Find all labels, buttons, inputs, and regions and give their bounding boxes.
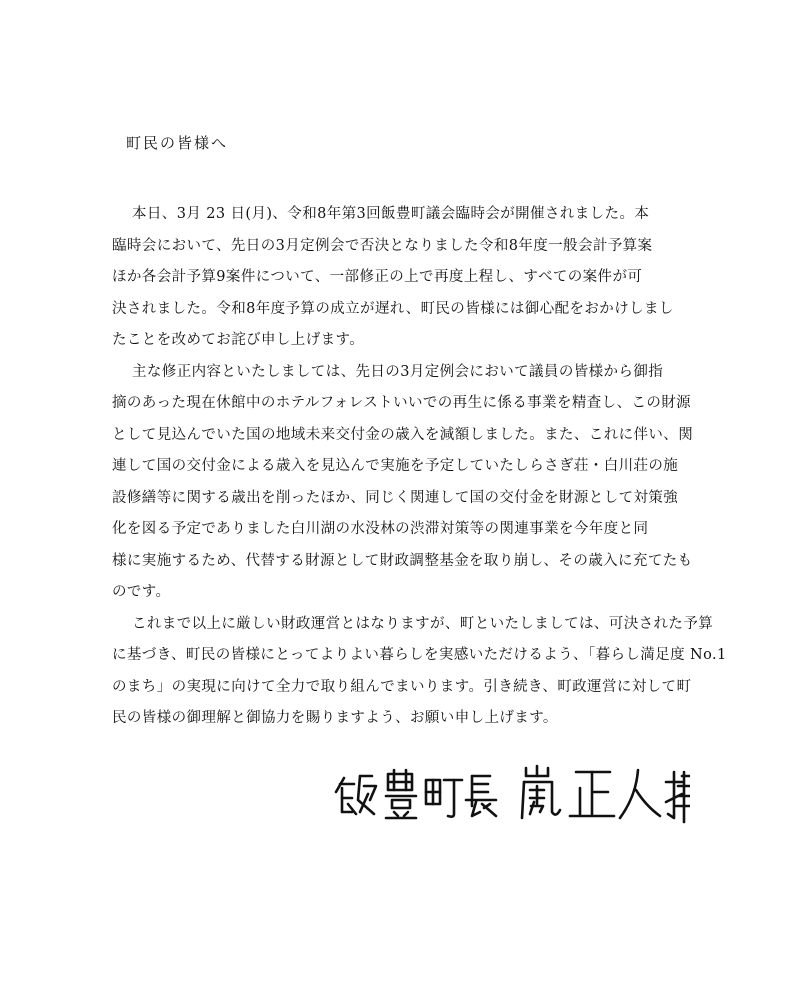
- body-line: 決されました。令和8年度予算の成立が遅れ、町民の皆様には御心配をおかけしまし: [112, 300, 674, 317]
- salutation: 町民の皆様へ: [126, 134, 229, 152]
- paragraph-1: [112, 199, 672, 357]
- body-line: のです。: [112, 584, 171, 600]
- paragraph-3: [112, 609, 727, 735]
- body-line: 様に実施するため、代替する財源として財政調整基金を取り崩し、その歳入に充てたも: [112, 552, 693, 569]
- body-line: これまで以上に厳しい財政運営とはなりますが、町といたしましては、可決された予算: [132, 615, 714, 632]
- body-line: 摘のあった現在休館中のホテルフォレストいいでの再生に係る事業を精査し、この財源: [112, 395, 692, 411]
- body-line: として見込んでいた国の地域未来交付金の歳入を減額しました。また、これに伴い、関: [112, 426, 694, 443]
- body-line: 本日、3月 23 日(月)、令和8年第3回飯豊町議会臨時会が開催されました。本: [132, 206, 650, 222]
- handwritten-signature: [330, 760, 690, 830]
- signature-image: [330, 760, 690, 830]
- body-line: のまち」の実現に向けて全力で取り組んでまいります。引き続き、町政運営に対して町: [112, 678, 692, 695]
- body-line: 民の皆様の御理解と御協力を賜りますよう、お願い申し上げます。: [112, 710, 558, 726]
- body-line: 臨時会において、先日の3月定例会で否決となりました令和8年度一般会計予算案: [112, 237, 653, 254]
- body-line: 設修繕等に関する歳出を削ったほか、同じく関連して国の交付金を財源として対策強: [112, 489, 679, 506]
- body-line: 化を図る予定でありました白川湖の水没林の渋滞対策等の関連事業を今年度と同: [112, 521, 649, 537]
- body-line: 連して国の交付金による歳入を見込んで実施を予定していたしらさぎ荘・白川荘の施: [112, 458, 679, 474]
- body-line: 主な修正内容といたしましては、先日の3月定例会において議員の皆様から御指: [132, 363, 664, 380]
- body-line: たことを改めてお詫び申し上げます。: [112, 332, 365, 348]
- letter-body: [112, 199, 727, 735]
- body-line: ほか各会計予算9案件について、一部修正の上で再度上程し、すべての案件が可: [112, 269, 643, 285]
- paragraph-2: [112, 357, 694, 609]
- body-line: に基づき、町民の皆様にとってよりよい暮らしを実感いただけるよう、「暮らし満足度 No.1: [112, 647, 727, 663]
